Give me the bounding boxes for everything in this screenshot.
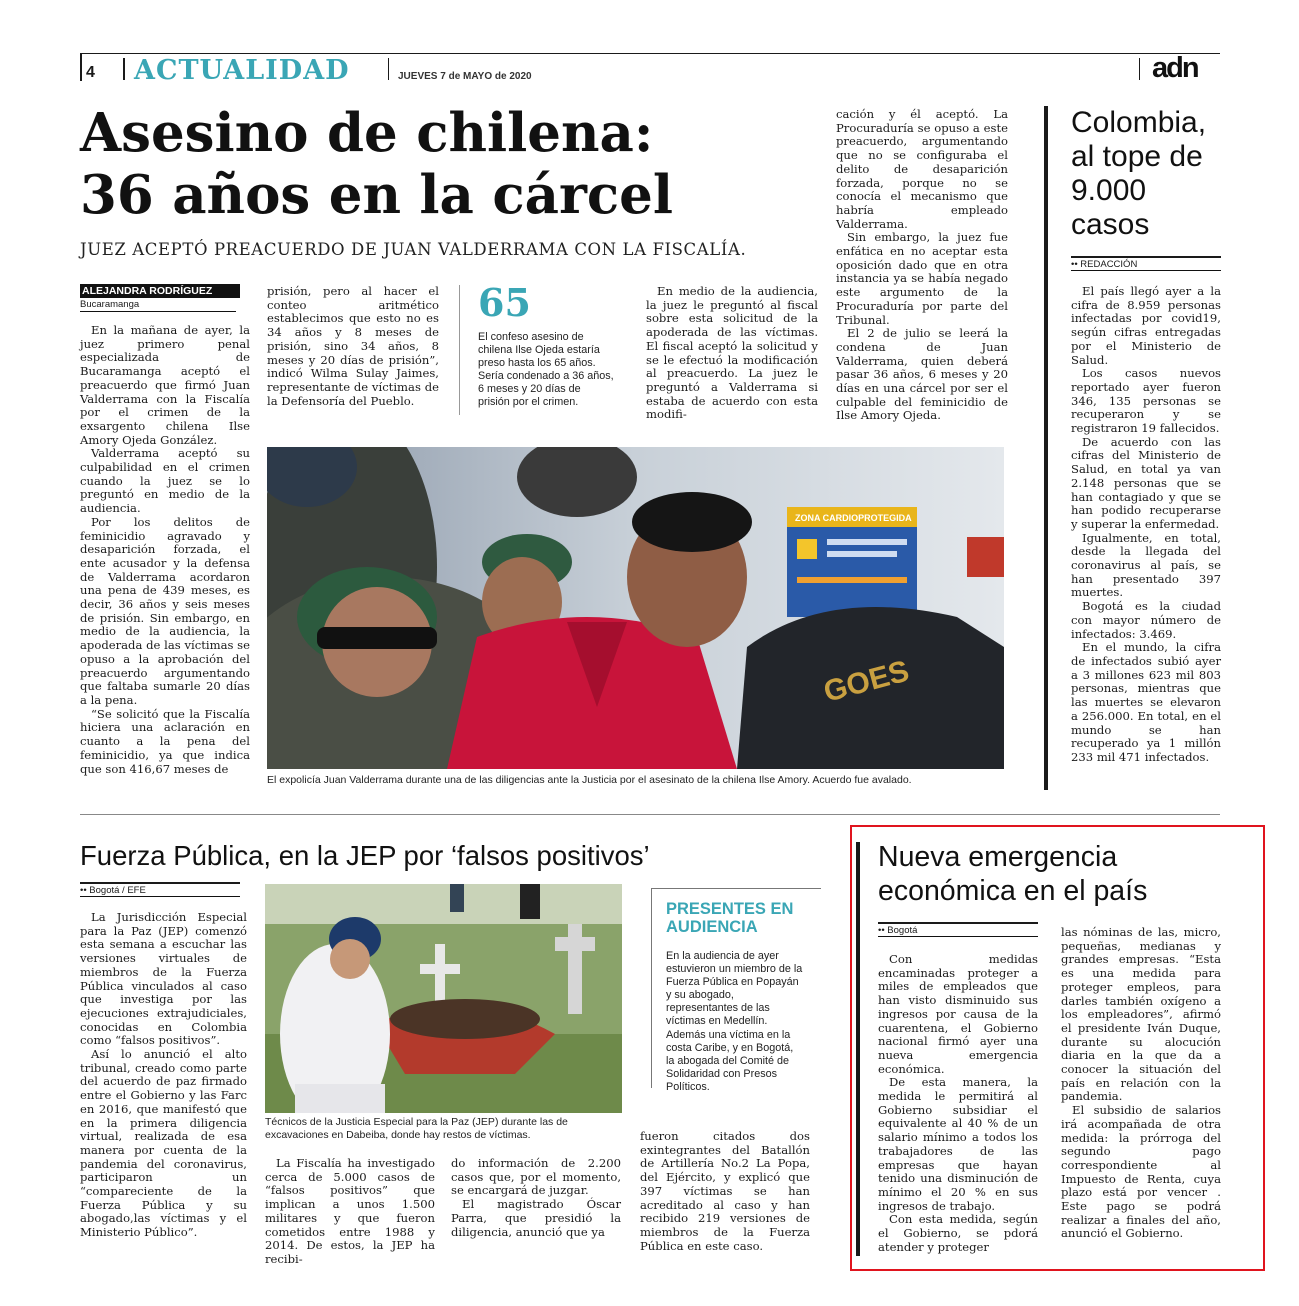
page-number: 4 [86,64,95,81]
stat-text: El confeso asesino de chilena Ilse Ojeda estaría preso hasta los 65 años. Sería condenado a 36 años, 6 meses y 20 días de prisión por el crimen. [478,331,614,409]
sidebar-paragraph: Los casos nuevos reportado ayer fueron 346, 135 personas se recuperaron y se registraron 19 fallecidos. [1071,366,1221,436]
byline-dots-icon: •• [1071,259,1081,270]
main-column-2 [267,285,439,408]
main-col5-paragraph: Sin embargo, la juez fue enfática en no aceptar esta oposición dado que en otra instancia ya se había negado este argumento de la Procuraduría por parte del Tribunal. [836,230,1008,327]
sidebar-body [1071,285,1221,765]
sidebar-paragraph: En el mundo, la cifra de infectados subió ayer a 3 millones 623 mil 803 personas, mientras que las muertes se elevaron a 256.000. En total, en el mundo se han recuperado ya 1 millón 233 mil 471 infectados. [1071,640,1221,764]
jep-col4-paragraph: fueron citados dos exintegrantes del Batallón de Artillería No.2 La Popa, del Ejército, y explicó que 397 víctimas se han acreditado al caso y han recibido 219 versiones de miembros de la Fuerza Pública en este caso. [640,1129,810,1253]
jep-column-2 [265,1157,435,1267]
main-headline-line2: 36 años en la cárcel [80,164,674,226]
jep-photo-caption: Técnicos de la Justicia Especial para la Paz (JEP) durante las de excavaciones en Dabeiba, donde hay restos de víctimas. [265,1116,568,1141]
photo-sign-text: ZONA CARDIOPROTEGIDA [795,513,912,523]
emergency-headline-line1: Nueva emergencia [878,841,1118,873]
sidebar-paragraph: De acuerdo con las cifras del Ministerio de Salud, en total ya van 2.148 personas que se han contagiado y que se han podido recuperarse y superar la enfermedad. [1071,434,1221,531]
main-photo [267,447,1004,769]
main-headline-line1: Asesino de chilena: [80,102,654,164]
section-divider [80,814,1220,815]
emergency-col2-paragraph: El subsidio de salarios irá acompañada de otra medida: la prórroga del segundo pago correspondiente al Impuesto de Renta, cuya plazo está por vencer . Este pago se podrá realizar a finales del año, anunció el Gobierno. [1061,1103,1221,1241]
jep-col1-paragraph: La Jurisdicción Especial para la Paz (JEP) comenzó esta semana a escuchar las versiones virtuales de miembros de la Fuerza Pública vinculados al caso que investiga por las ejecuciones extrajudiciales, conocidas en Colombia como “falsos positivos”. [80,910,247,1048]
jep-headline: Fuerza Pública, en la JEP por ‘falsos positivos’ [80,840,650,871]
main-col5-paragraph: El 2 de julio se leerá la condena de Juan Valderrama, quien deberá pasar 36 años, 6 meses y 20 días en una cárcel por ser el culpable del feminicidio de Ilse Amory Ojeda. [836,326,1008,423]
jep-col1-paragraph: Así lo anunció el alto tribunal, creado como parte del acuerdo de paz firmado entre el Gobierno y las Farc en 2016, que manifestó que en la primera diligencia virtual, realizada de esa manera por cuenta de la pandemia del coronavirus, participaron un “compareciente de la Fuerza Pública y su abogado,las víctimas y el Ministerio Público”. [80,1047,247,1240]
audience-box-text: En la audiencia de ayer estuvieron un miembro de la Fuerza Pública en Popayán y su abogado, representantes de las víctimas en Medellín. Además una víctima en la costa Caribe, y en Bogotá, la abogada del Comité de Solidaridad con Presos Políticos. [666,950,803,1093]
sidebar-byline [1071,256,1221,271]
jep-column-3 [451,1157,621,1239]
byline-dots-icon: •• [878,925,888,936]
photo-vest-text: GOES [820,654,913,709]
jep-byline-text: Bogotá / EFE [89,885,146,896]
jep-col2-paragraph: La Fiscalía ha investigado cerca de 5.000 casos de “falsos positivos” que implican a unos 1.500 militares y que fueron cometidos entre 1988 y 2014. De estos, la JEP ha recibi- [265,1156,435,1266]
jep-column-1 [80,911,247,1240]
sidebar-paragraph: Igualmente, en total, desde la llegada del coronavirus al país, se han presentado 397 muertes. [1071,530,1221,600]
main-col2-paragraph: prisión, pero al hacer el conteo aritmético establecimos que esto no es 34 años y 8 meses de prisión, sino 34 años, 8 meses y 20 días de prisión”, indicó Wilma Sulay Jaimes, representante de víctimas de la Defensoría del Pueblo. [267,284,439,408]
jep-column-4 [640,1130,810,1253]
sidebar-paragraph: El país llegó ayer a la cifra de 8.959 personas infectadas por covid19, según cifras entregadas por el Ministerio de Salud. [1071,284,1221,367]
emergency-col1-paragraph: Con medidas encaminadas proteger a miles de empleados que han visto disminuido sus ingresos por causa de la cuarentena, el Gobierno nacional firmó ayer una nueva emergencia económica. [878,952,1038,1076]
main-photo-caption: El expolicía Juan Valderrama durante una de las diligencias ante la Justicia por el asesinato de la chilena Ilse Amory. Acuerdo fue avalado. [267,774,912,786]
sidebar-paragraph: Bogotá es la ciudad con mayor número de infectados: 3.469. [1071,599,1221,641]
main-subhead: JUEZ ACEPTÓ PREACUERDO DE JUAN VALDERRAMA CON LA FISCALÍA. [80,240,747,259]
emergency-column-2 [1061,926,1221,1241]
main-headline [80,102,840,226]
issue-date: JUEVES 7 de MAYO de 2020 [398,71,532,82]
main-column-1 [80,324,250,776]
jep-photo [265,884,622,1113]
emergency-col1-paragraph: De esta manera, la medida le permitirá al Gobierno subsidiar el equivalente al 40 % de un salario mínimo a todos los trabajadores de las empresas que hayan tenido una disminución de mínimo el 20 % en sus ingresos de trabajo. [878,1075,1038,1213]
jep-col3-paragraph: do información de 2.200 casos que, por el momento, se encargará de juzgar. [451,1156,621,1198]
adn-logo: adn [1152,52,1198,84]
main-col1-paragraph: En la mañana de ayer, la juez primero penal especializada de Bucaramanga aceptó el preacuerdo que firmó Juan Valderrama con la Fiscalía por el crimen de la exsargento chilena Ilse Amory Ojeda González. [80,323,250,447]
stat-number: 65 [478,280,531,325]
main-photo-illustration [267,447,1004,769]
emergency-col1-paragraph: Con esta medida, según el Gobierno, se pdorá atender y proteger [878,1212,1038,1254]
main-col4-paragraph: En medio de la audiencia, la juez le preguntó al fiscal sobre esta solicitud de la apoderada de las víctimas. El fiscal aceptó la solicitud y se le efectuó la modificación al preacuerdo. La juez le preguntó a Valderrama si estaba de acuerdo con esta modifi- [646,284,818,422]
main-col1-paragraph: “Se solicitó que la Fiscalía hiciera una aclaración en cuanto a la pena del feminicidio, ya que indica que son 416,67 meses de [80,706,250,776]
jep-photo-illustration [265,884,622,1113]
main-location: Bucaramanga [80,299,236,312]
section-title: ACTUALIDAD [134,55,350,86]
emergency-column-1 [878,953,1038,1254]
audience-box-title: PRESENTES EN AUDIENCIA [666,900,794,936]
main-author: ALEJANDRA RODRÍGUEZ [80,284,240,298]
jep-byline [80,882,240,897]
sidebar-headline: Colombia, al tope de 9.000 casos [1071,106,1207,241]
main-col1-paragraph: Por los delitos de feminicidio agravado y desaparición forzada, el ente acusador y la defensa de Valderrama acordaron una pena de 439 meses, es decir, 36 años y seis meses de prisión. Sin embargo, en medio de la audiencia, la apoderada de las víctimas se opuso a la aprobación del preacuerdo argumentando que faltaba sumarle 20 días a la pena. [80,514,250,707]
emergency-byline [878,922,1038,937]
main-column-5 [836,108,1008,423]
main-col1-paragraph: Valderrama aceptó su culpabilidad en el crimen cuando la juez se lo preguntó en medio de la audiencia. [80,446,250,516]
byline-dots-icon: •• [80,885,90,896]
emergency-byline-text: Bogotá [887,925,918,936]
jep-col3-paragraph: El magistrado Óscar Parra, que presidió la diligencia, anunció que ya [451,1197,621,1239]
main-col5-paragraph: cación y él aceptó. La Procuraduría se opuso a este preacuerdo, argumentando que no se configuraba el delito de desaparición forzada, porque no se conocía el mecanismo que habría empleado Valderrama. [836,107,1008,231]
emergency-headline [878,840,1147,908]
sidebar-byline-text: REDACCIÓN [1080,259,1138,270]
main-column-4 [646,285,818,422]
emergency-headline-line2: económica en el país [878,875,1148,907]
emergency-col2-paragraph: las nóminas de las, micro, pequeñas, medianas y grandes empresas. “Esta es una medida para proteger empleos, para darles también oxígeno a los empleadores”, afirmó el presidente Iván Duque, durante su alocución diaria en la que da a conocer la situación del país en relación con la pandemia. [1061,925,1221,1104]
